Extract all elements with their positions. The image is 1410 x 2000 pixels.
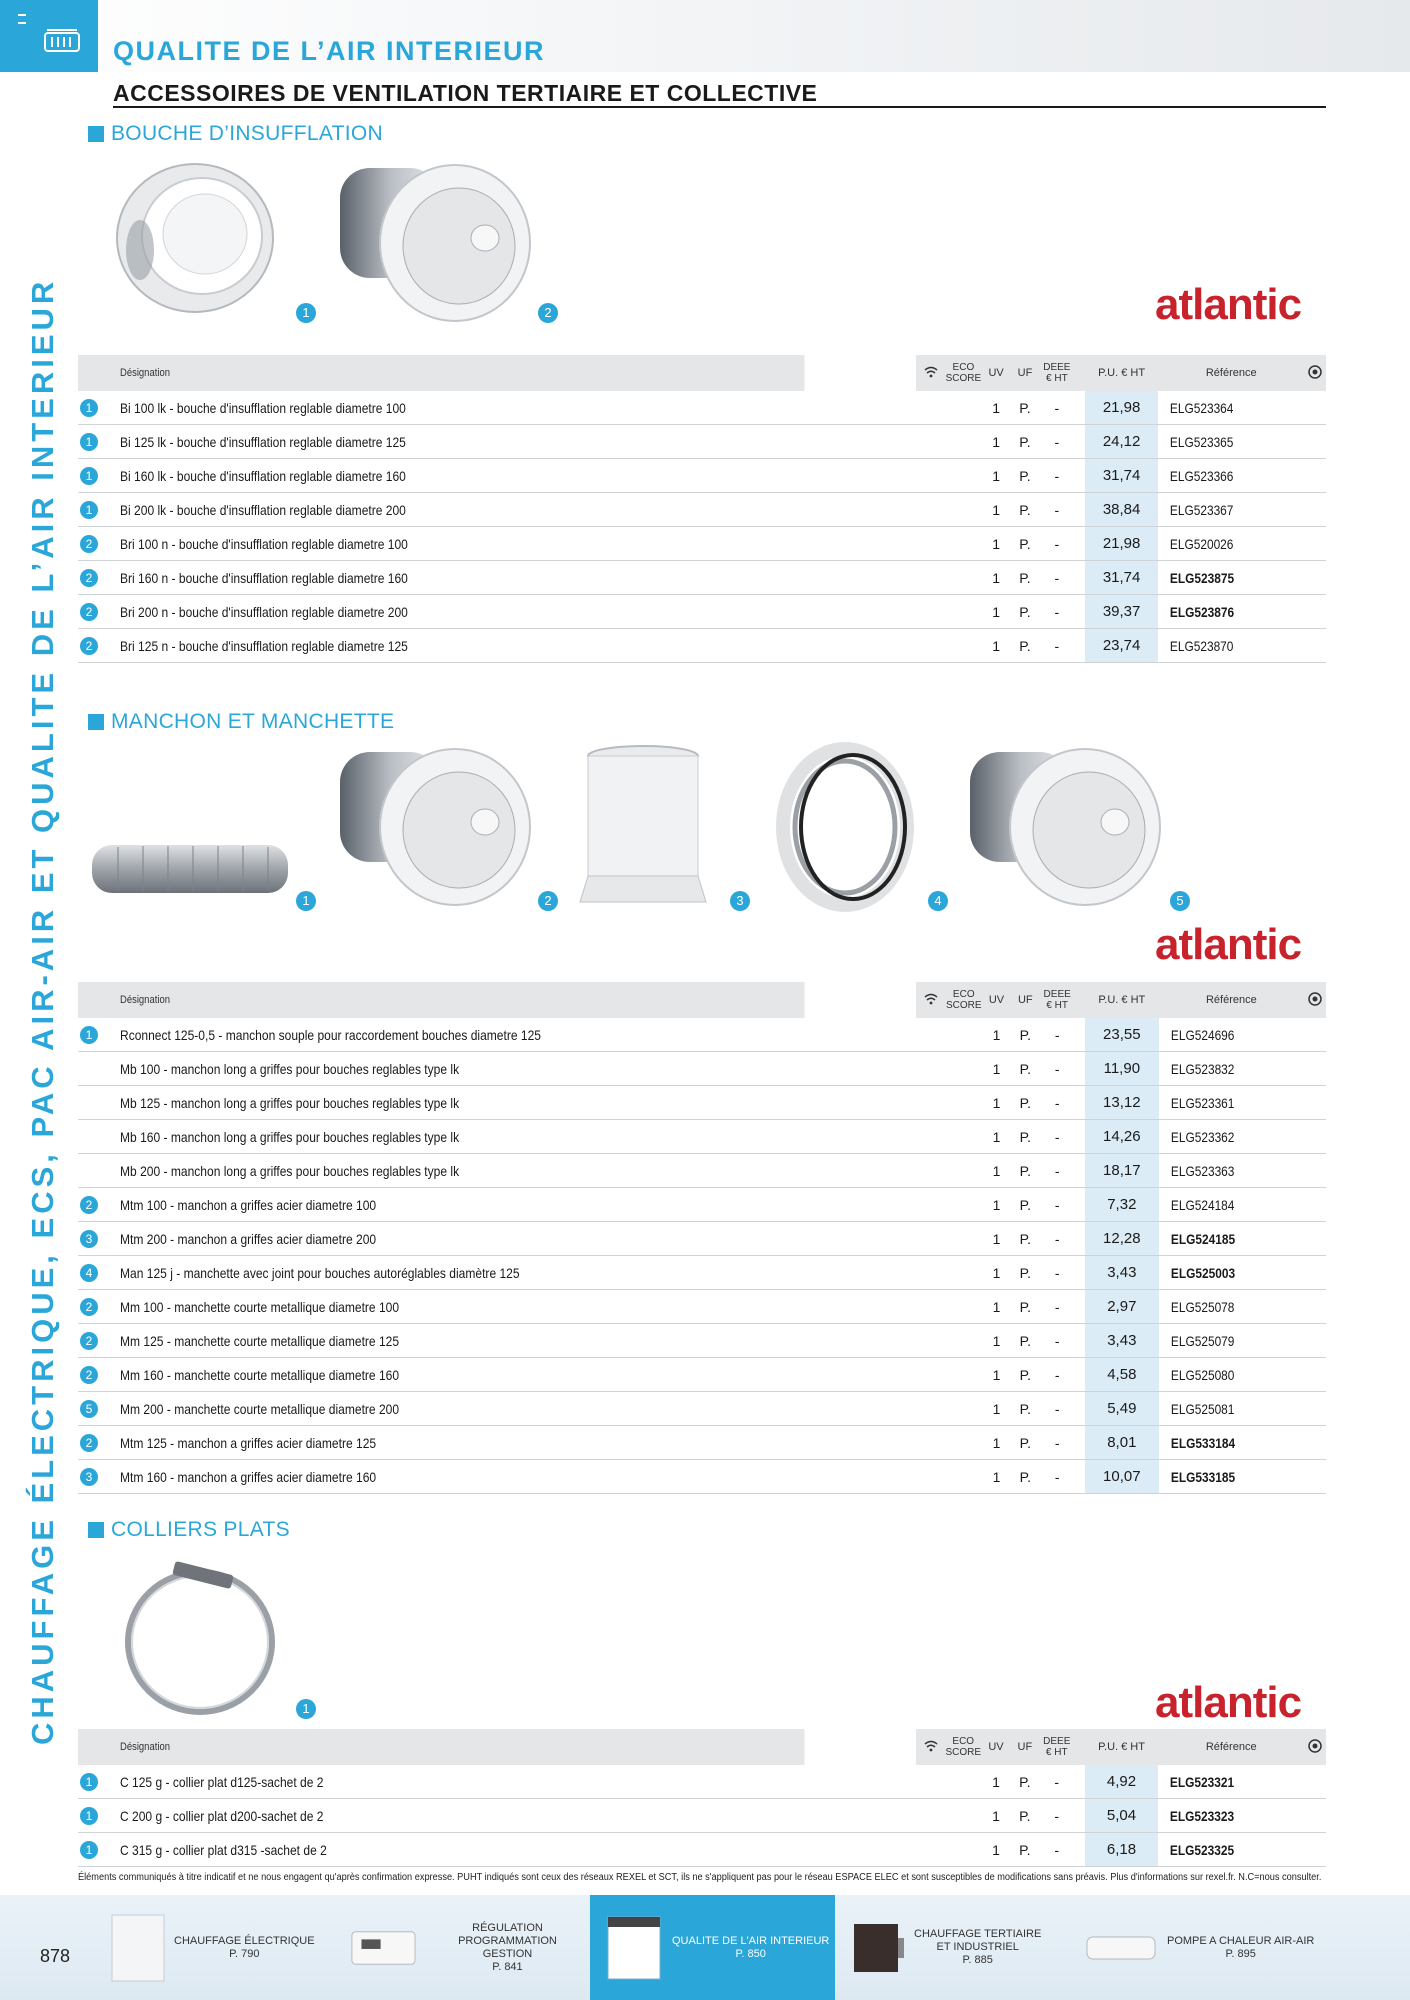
- radiator-icon: [110, 1913, 166, 1983]
- row-price: 5,49: [1085, 1392, 1159, 1426]
- row-uf: P.: [1011, 1290, 1039, 1324]
- table-manchon: [78, 982, 1326, 1494]
- row-designation: Bri 125 n - bouche d'insufflation reglable diametre 125: [120, 629, 805, 663]
- item-number-badge: 2: [80, 1434, 98, 1452]
- row-uf: P.: [1011, 561, 1039, 595]
- row-uv: 1: [981, 1833, 1011, 1867]
- atlantic-logo: atlantic: [1155, 920, 1302, 969]
- row-deee: -: [1039, 1018, 1075, 1052]
- col-price: P.U. € HT: [1085, 355, 1159, 391]
- row-uv: 1: [982, 1256, 1012, 1290]
- recycle-icon: [1304, 355, 1326, 391]
- nav-pompe-chaleur[interactable]: POMPE A CHALEUR AIR-AIR P. 895: [1085, 1895, 1330, 2000]
- nav-chauffage-electrique[interactable]: CHAUFFAGE ÉLECTRIQUE P. 790: [110, 1895, 340, 2000]
- page-subtitle: ACCESSOIRES DE VENTILATION TERTIAIRE ET COLLECTIVE: [113, 80, 818, 106]
- menu-icon: [18, 14, 26, 24]
- item-number-badge: 1: [80, 1841, 98, 1859]
- nav-qualite-air[interactable]: QUALITE DE L'AIR INTERIEUR P. 850: [590, 1895, 835, 2000]
- item-number-badge: 4: [80, 1264, 98, 1282]
- row-deee: -: [1039, 1324, 1075, 1358]
- table-row: [78, 595, 1326, 629]
- thermostat-icon: [350, 1923, 417, 1973]
- col-designation: Désignation: [120, 982, 805, 1018]
- row-uf: P.: [1011, 425, 1039, 459]
- table-bouche: [78, 355, 1326, 663]
- page-title: QUALITE DE L’AIR INTERIEUR: [113, 36, 546, 66]
- row-uv: 1: [982, 1222, 1012, 1256]
- row-uf: P.: [1011, 1765, 1039, 1799]
- table-header: [78, 982, 1326, 1018]
- row-reference: ELG523870: [1158, 629, 1282, 663]
- item-number-badge: 1: [80, 399, 98, 417]
- row-uv: 1: [982, 1120, 1012, 1154]
- row-uf: P.: [1011, 1358, 1039, 1392]
- item-number-badge: 2: [80, 1366, 98, 1384]
- row-designation: Mm 200 - manchette courte metallique diametre 200: [120, 1392, 805, 1426]
- row-uf: P.: [1011, 1324, 1039, 1358]
- row-designation: Mtm 200 - manchon a griffes acier diametre 200: [120, 1222, 805, 1256]
- atlantic-logo: atlantic: [1155, 280, 1302, 329]
- row-designation: Bi 125 lk - bouche d'insufflation reglable diametre 125: [120, 425, 805, 459]
- row-price: 8,01: [1085, 1426, 1159, 1460]
- row-uf: P.: [1011, 527, 1039, 561]
- table-row: [78, 561, 1326, 595]
- table-row: [78, 425, 1326, 459]
- row-reference: ELG524184: [1159, 1188, 1283, 1222]
- row-reference: ELG533184: [1159, 1426, 1283, 1460]
- recycle-icon: [1304, 982, 1326, 1018]
- row-reference: ELG523325: [1158, 1833, 1282, 1867]
- image-number-badge: 1: [296, 1699, 316, 1719]
- row-designation: Man 125 j - manchette avec joint pour bouches autoréglables diamètre 125: [120, 1256, 805, 1290]
- row-price: 31,74: [1085, 561, 1159, 595]
- row-reference: ELG523365: [1158, 425, 1282, 459]
- row-uv: 1: [981, 459, 1011, 493]
- section-title-colliers: COLLIERS PLATS: [88, 1518, 290, 1542]
- row-uf: P.: [1011, 459, 1039, 493]
- item-number-badge: 1: [80, 467, 98, 485]
- row-price: 11,90: [1085, 1052, 1159, 1086]
- row-reference: ELG525078: [1159, 1290, 1283, 1324]
- row-designation: Bri 100 n - bouche d'insufflation reglable diametre 100: [120, 527, 805, 561]
- row-uv: 1: [982, 1358, 1012, 1392]
- row-uf: P.: [1011, 1052, 1039, 1086]
- row-reference: ELG525079: [1159, 1324, 1283, 1358]
- section-bullet-icon: [88, 1522, 104, 1538]
- row-reference: ELG523361: [1159, 1086, 1283, 1120]
- manchon-griffes-image: [335, 742, 535, 912]
- item-number-badge: 1: [80, 433, 98, 451]
- image-number-badge: 1: [296, 891, 316, 911]
- table-row: [78, 1086, 1326, 1120]
- row-deee: -: [1039, 1460, 1075, 1494]
- item-number-badge: 2: [80, 535, 98, 553]
- section-title-manchon: MANCHON ET MANCHETTE: [88, 710, 394, 734]
- row-uf: P.: [1011, 1188, 1039, 1222]
- row-designation: C 125 g - collier plat d125-sachet de 2: [120, 1765, 804, 1799]
- row-designation: Mm 125 - manchette courte metallique diametre 125: [120, 1324, 805, 1358]
- image-number-badge: 4: [928, 891, 948, 911]
- row-reference: ELG523367: [1158, 493, 1282, 527]
- row-uf: P.: [1011, 1799, 1039, 1833]
- row-uv: 1: [981, 561, 1011, 595]
- row-deee: -: [1039, 1256, 1075, 1290]
- row-price: 4,58: [1085, 1358, 1159, 1392]
- wifi-icon: [916, 1729, 946, 1765]
- row-uf: P.: [1011, 1086, 1039, 1120]
- item-number-badge: 3: [80, 1230, 98, 1248]
- row-uv: 1: [981, 1765, 1011, 1799]
- row-deee: -: [1039, 1222, 1075, 1256]
- row-uf: P.: [1011, 1426, 1039, 1460]
- row-uv: 1: [981, 1799, 1011, 1833]
- row-uv: 1: [982, 1392, 1012, 1426]
- row-uv: 1: [981, 629, 1011, 663]
- table-row: [78, 493, 1326, 527]
- item-number-badge: 2: [80, 569, 98, 587]
- col-designation: Désignation: [120, 355, 805, 391]
- col-designation: Désignation: [120, 1729, 804, 1765]
- heater-icon: [850, 1918, 906, 1978]
- row-designation: C 315 g - collier plat d315 -sachet de 2: [120, 1833, 804, 1867]
- row-price: 7,32: [1085, 1188, 1159, 1222]
- row-deee: -: [1039, 425, 1075, 459]
- table-row: [78, 1120, 1326, 1154]
- row-reference: ELG523875: [1158, 561, 1282, 595]
- radiator-icon: [44, 28, 80, 54]
- row-designation: Mm 100 - manchette courte metallique diametre 100: [120, 1290, 805, 1324]
- row-deee: -: [1039, 1833, 1075, 1867]
- row-reference: ELG523364: [1158, 391, 1282, 425]
- row-deee: -: [1039, 1358, 1075, 1392]
- col-reference: Référence: [1158, 1729, 1304, 1765]
- item-number-badge: 1: [80, 1807, 98, 1825]
- table-row: [78, 1426, 1326, 1460]
- table-row: [78, 1052, 1326, 1086]
- row-price: 14,26: [1085, 1120, 1159, 1154]
- row-uv: 1: [982, 1290, 1012, 1324]
- item-number-badge: 2: [80, 1332, 98, 1350]
- row-deee: -: [1039, 1765, 1075, 1799]
- row-uv: 1: [981, 527, 1011, 561]
- image-number-badge: 1: [296, 303, 316, 323]
- category-badge: [0, 0, 98, 72]
- row-price: 39,37: [1085, 595, 1159, 629]
- row-reference: ELG523323: [1158, 1799, 1282, 1833]
- manchette-courte-image: [965, 742, 1165, 912]
- table-row: [78, 527, 1326, 561]
- table-row: [78, 1833, 1326, 1867]
- row-price: 23,74: [1085, 629, 1159, 663]
- col-eco: ECO SCORE: [945, 1729, 981, 1765]
- row-deee: -: [1039, 1120, 1075, 1154]
- nav-regulation[interactable]: RÉGULATION PROGRAMMATION GESTION P. 841: [350, 1895, 590, 2000]
- wifi-icon: [916, 982, 946, 1018]
- page-number: 878: [40, 1946, 71, 1966]
- table-row: [78, 1222, 1326, 1256]
- col-reference: Référence: [1158, 355, 1304, 391]
- row-uv: 1: [982, 1460, 1012, 1494]
- row-uf: P.: [1011, 1120, 1039, 1154]
- row-deee: -: [1039, 1392, 1075, 1426]
- row-designation: Mb 125 - manchon long a griffes pour bouches reglables type lk: [120, 1086, 805, 1120]
- table-row: [78, 1018, 1326, 1052]
- row-designation: Bi 160 lk - bouche d'insufflation reglable diametre 160: [120, 459, 805, 493]
- header-divider: [113, 106, 1326, 108]
- col-uf: UF: [1011, 355, 1039, 391]
- row-price: 3,43: [1085, 1256, 1159, 1290]
- row-uf: P.: [1011, 1154, 1039, 1188]
- col-eco: ECO SCORE: [946, 982, 982, 1018]
- row-uf: P.: [1011, 629, 1039, 663]
- atlantic-logo: atlantic: [1155, 1678, 1302, 1727]
- row-uf: P.: [1011, 391, 1039, 425]
- item-number-badge: 1: [80, 501, 98, 519]
- row-uv: 1: [981, 595, 1011, 629]
- col-price: P.U. € HT: [1085, 1729, 1159, 1765]
- row-deee: -: [1039, 1086, 1075, 1120]
- row-uv: 1: [982, 1018, 1012, 1052]
- row-uf: P.: [1011, 1256, 1039, 1290]
- image-number-badge: 2: [538, 891, 558, 911]
- row-reference: ELG525080: [1159, 1358, 1283, 1392]
- table-header: [78, 355, 1326, 391]
- row-price: 12,28: [1085, 1222, 1159, 1256]
- row-reference: ELG523366: [1158, 459, 1282, 493]
- row-reference: ELG523362: [1159, 1120, 1283, 1154]
- row-uf: P.: [1011, 1018, 1039, 1052]
- row-deee: -: [1039, 629, 1075, 663]
- row-uf: P.: [1011, 1833, 1039, 1867]
- table-row: [78, 1188, 1326, 1222]
- row-uf: P.: [1011, 595, 1039, 629]
- recycle-icon: [1304, 1729, 1326, 1765]
- flexible-duct-image: [88, 835, 293, 905]
- section-title-bouche: BOUCHE D’INSUFFLATION: [88, 122, 383, 146]
- row-reference: ELG523832: [1159, 1052, 1283, 1086]
- row-reference: ELG525003: [1159, 1256, 1283, 1290]
- row-price: 21,98: [1085, 391, 1159, 425]
- row-designation: Bri 160 n - bouche d'insufflation reglable diametre 160: [120, 561, 805, 595]
- manchette-cylinder-image: [578, 742, 708, 912]
- row-designation: Mb 200 - manchon long a griffes pour bouches reglables type lk: [120, 1154, 805, 1188]
- table-row: [78, 1290, 1326, 1324]
- row-uf: P.: [1011, 1392, 1039, 1426]
- col-eco: ECO SCORE: [946, 355, 982, 391]
- table-row: [78, 1460, 1326, 1494]
- row-uv: 1: [982, 1052, 1012, 1086]
- bouche-lk-image: [110, 158, 280, 318]
- row-uv: 1: [982, 1324, 1012, 1358]
- row-deee: -: [1039, 595, 1075, 629]
- table-row: [78, 391, 1326, 425]
- row-designation: Mb 100 - manchon long a griffes pour bouches reglables type lk: [120, 1052, 805, 1086]
- row-uf: P.: [1011, 1460, 1039, 1494]
- row-price: 6,18: [1085, 1833, 1159, 1867]
- manchette-joint-image: [775, 742, 915, 912]
- table-header: [78, 1729, 1326, 1765]
- row-price: 23,55: [1085, 1018, 1159, 1052]
- col-reference: Référence: [1159, 982, 1304, 1018]
- row-reference: ELG520026: [1158, 527, 1282, 561]
- item-number-badge: 1: [80, 1026, 98, 1044]
- row-uf: P.: [1011, 1222, 1039, 1256]
- col-uf: UF: [1011, 982, 1039, 1018]
- col-uv: UV: [981, 355, 1011, 391]
- image-number-badge: 5: [1170, 891, 1190, 911]
- row-price: 18,17: [1085, 1154, 1159, 1188]
- row-uv: 1: [981, 493, 1011, 527]
- row-price: 38,84: [1085, 493, 1159, 527]
- col-deee: DEEE € HT: [1039, 355, 1075, 391]
- row-deee: -: [1039, 527, 1075, 561]
- image-number-badge: 3: [730, 891, 750, 911]
- row-designation: Bi 200 lk - bouche d'insufflation reglable diametre 200: [120, 493, 805, 527]
- collier-plat-image: [118, 1550, 288, 1720]
- row-designation: Mtm 100 - manchon a griffes acier diametre 100: [120, 1188, 805, 1222]
- row-price: 31,74: [1085, 459, 1159, 493]
- row-deee: -: [1039, 459, 1075, 493]
- table-row: [78, 629, 1326, 663]
- row-designation: Bri 200 n - bouche d'insufflation reglable diametre 200: [120, 595, 805, 629]
- row-reference: ELG533185: [1159, 1460, 1283, 1494]
- row-price: 21,98: [1085, 527, 1159, 561]
- row-uv: 1: [982, 1154, 1012, 1188]
- row-deee: -: [1039, 493, 1075, 527]
- row-reference: ELG524696: [1159, 1018, 1283, 1052]
- item-number-badge: 2: [80, 603, 98, 621]
- col-uf: UF: [1011, 1729, 1039, 1765]
- item-number-badge: 3: [80, 1468, 98, 1486]
- row-deee: -: [1039, 391, 1075, 425]
- table-row: [78, 1324, 1326, 1358]
- row-designation: Mtm 125 - manchon a griffes acier diametre 125: [120, 1426, 805, 1460]
- row-deee: -: [1039, 1188, 1075, 1222]
- item-number-badge: 2: [80, 1298, 98, 1316]
- vertical-category-label: CHAUFFAGE ÉLECTRIQUE, ECS, PAC AIR-AIR ET QUALITE DE L’AIR INTERIEUR: [25, 277, 60, 1745]
- col-price: P.U. € HT: [1085, 982, 1159, 1018]
- col-uv: UV: [982, 982, 1012, 1018]
- row-price: 13,12: [1085, 1086, 1159, 1120]
- table-row: [78, 1765, 1326, 1799]
- bouche-bri-image: [335, 158, 535, 328]
- table-colliers: [78, 1729, 1326, 1867]
- row-reference: ELG524185: [1159, 1222, 1283, 1256]
- table-row: [78, 1392, 1326, 1426]
- col-deee: DEEE € HT: [1039, 982, 1075, 1018]
- table-row: [78, 1154, 1326, 1188]
- row-designation: Mb 160 - manchon long a griffes pour bouches reglables type lk: [120, 1120, 805, 1154]
- section-bullet-icon: [88, 126, 104, 142]
- col-deee: DEEE € HT: [1039, 1729, 1075, 1765]
- row-designation: Bi 100 lk - bouche d'insufflation reglable diametre 100: [120, 391, 805, 425]
- row-price: 10,07: [1085, 1460, 1159, 1494]
- row-deee: -: [1039, 1290, 1075, 1324]
- row-reference: ELG523363: [1159, 1154, 1283, 1188]
- item-number-badge: 5: [80, 1400, 98, 1418]
- row-reference: ELG525081: [1159, 1392, 1283, 1426]
- row-uv: 1: [982, 1086, 1012, 1120]
- item-number-badge: 2: [80, 1196, 98, 1214]
- table-row: [78, 1256, 1326, 1290]
- row-designation: C 200 g - collier plat d200-sachet de 2: [120, 1799, 804, 1833]
- item-number-badge: 2: [80, 637, 98, 655]
- row-deee: -: [1039, 1154, 1075, 1188]
- row-uv: 1: [981, 425, 1011, 459]
- row-designation: Mtm 160 - manchon a griffes acier diametre 160: [120, 1460, 805, 1494]
- row-uv: 1: [982, 1426, 1012, 1460]
- table-row: [78, 1799, 1326, 1833]
- row-uv: 1: [982, 1188, 1012, 1222]
- wifi-icon: [916, 355, 946, 391]
- ac-unit-icon: [1085, 1931, 1157, 1965]
- row-price: 5,04: [1085, 1799, 1159, 1833]
- col-uv: UV: [981, 1729, 1011, 1765]
- row-price: 4,92: [1085, 1765, 1159, 1799]
- disclaimer: Éléments communiqués à titre indicatif et ne nous engagent qu'après confirmation expresse. PUHT indiqués sont ceux des réseaux REXEL et SCT, ils ne s'appliquent pas pour le réseau ESPACE ELEC et sont susceptibles de modifications sans préavis. Plus d'informations sur rexel.fr. N.C=nous consulter.: [78, 1872, 1322, 1883]
- image-number-badge: 2: [538, 303, 558, 323]
- row-designation: Mm 160 - manchette courte metallique diametre 160: [120, 1358, 805, 1392]
- row-price: 3,43: [1085, 1324, 1159, 1358]
- row-deee: -: [1039, 1799, 1075, 1833]
- row-deee: -: [1039, 1052, 1075, 1086]
- row-reference: ELG523876: [1158, 595, 1282, 629]
- air-unit-icon: [604, 1913, 664, 1983]
- row-uv: 1: [981, 391, 1011, 425]
- table-row: [78, 1358, 1326, 1392]
- row-price: 24,12: [1085, 425, 1159, 459]
- section-bullet-icon: [88, 714, 104, 730]
- row-deee: -: [1039, 561, 1075, 595]
- item-number-badge: 1: [80, 1773, 98, 1791]
- row-price: 2,97: [1085, 1290, 1159, 1324]
- row-deee: -: [1039, 1426, 1075, 1460]
- table-row: [78, 459, 1326, 493]
- row-designation: Rconnect 125-0,5 - manchon souple pour raccordement bouches diametre 125: [120, 1018, 805, 1052]
- row-uf: P.: [1011, 493, 1039, 527]
- row-reference: ELG523321: [1158, 1765, 1282, 1799]
- nav-chauffage-tertiaire[interactable]: CHAUFFAGE TERTIAIRE ET INDUSTRIEL P. 885: [850, 1895, 1080, 2000]
